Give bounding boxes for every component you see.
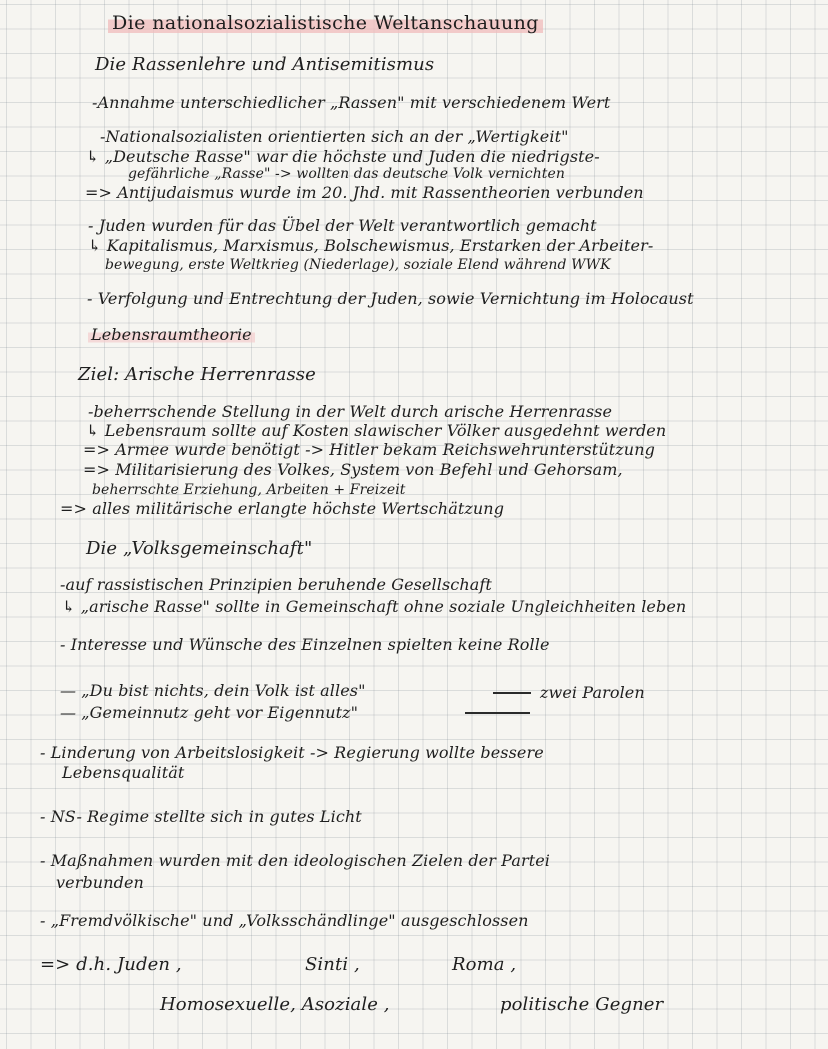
section-heading-lebensraum bbox=[88, 326, 255, 344]
section-heading-rassenlehre: Die Rassenlehre und Antisemitismus bbox=[95, 54, 435, 75]
note-line: -auf rassistischen Prinzipien beruhende Gesellschaft bbox=[60, 575, 492, 594]
note-line: gefährliche „Rasse" -> wollten das deutsche Volk vernichten bbox=[128, 166, 566, 182]
slogan-label: zwei Parolen bbox=[540, 683, 645, 702]
note-line: bewegung, erste Weltkrieg (Niederlage), soziale Elend während WWK bbox=[105, 257, 611, 273]
slogan-connector-line-1 bbox=[493, 692, 531, 694]
note-line: - NS- Regime stellte sich in gutes Licht bbox=[40, 807, 362, 826]
note-list-item-roma: Roma , bbox=[452, 954, 517, 975]
note-line: ↳ „Deutsche Rasse" war die höchste und Juden die niedrigste- bbox=[86, 147, 600, 166]
note-line: verbunden bbox=[56, 873, 144, 892]
note-line: - Verfolgung und Entrechtung der Juden, sowie Vernichtung im Holocaust bbox=[87, 289, 694, 308]
note-line: - Juden wurden für das Übel der Welt verantwortlich gemacht bbox=[88, 216, 597, 235]
note-line: => Antijudaismus wurde im 20. Jhd. mit Rassentheorien verbunden bbox=[85, 183, 644, 202]
page-title-text: Die nationalsozialistische Weltanschauung bbox=[108, 12, 543, 34]
note-line: -beherrschende Stellung in der Welt durch arische Herrenrasse bbox=[88, 402, 613, 421]
note-line: -Annahme unterschiedlicher „Rassen" mit verschiedenem Wert bbox=[92, 93, 611, 112]
note-line: -Nationalsozialisten orientierten sich an der „Wertigkeit" bbox=[100, 127, 569, 146]
note-line: => alles militärische erlangte höchste Wertschätzung bbox=[60, 499, 505, 518]
slogan-line-1: — „Du bist nichts, dein Volk ist alles" bbox=[60, 681, 366, 700]
note-list-item-homosexuelle: Homosexuelle, Asoziale , bbox=[160, 994, 390, 1015]
slogan-line-2: — „Gemeinnutz geht vor Eigennutz" bbox=[60, 703, 359, 722]
note-line: Lebensqualität bbox=[62, 763, 185, 782]
slogan-connector-line-2 bbox=[465, 712, 530, 714]
page-title bbox=[108, 14, 543, 32]
note-line-list-start: => d.h. Juden , bbox=[40, 954, 182, 975]
note-line: ↳ „arische Rasse" sollte in Gemeinschaft ohne soziale Ungleichheiten leben bbox=[62, 597, 687, 616]
note-line: - Interesse und Wünsche des Einzelnen spielten keine Rolle bbox=[60, 635, 550, 654]
note-line: - „Fremdvölkische" und „Volksschändlinge" ausgeschlossen bbox=[40, 911, 529, 930]
note-line: ↳ Kapitalismus, Marxismus, Bolschewismus, Erstarken der Arbeiter- bbox=[88, 236, 654, 255]
section-heading-volksgemeinschaft: Die „Volksgemeinschaft" bbox=[86, 538, 313, 559]
note-line: ↳ Lebensraum sollte auf Kosten slawischer Völker ausgedehnt werden bbox=[86, 421, 667, 440]
note-line: - Linderung von Arbeitslosigkeit -> Regierung wollte bessere bbox=[40, 743, 544, 762]
note-line: - Maßnahmen wurden mit den ideologischen Zielen der Partei bbox=[40, 851, 551, 870]
note-line: => Militarisierung des Volkes, System von Befehl und Gehorsam, bbox=[83, 460, 623, 479]
section-heading-lebensraum-text: Lebensraumtheorie bbox=[88, 325, 255, 344]
note-line-goal: Ziel: Arische Herrenrasse bbox=[78, 364, 316, 385]
note-line: beherrschte Erziehung, Arbeiten + Freizeit bbox=[92, 482, 406, 498]
note-list-item-gegner: politische Gegner bbox=[500, 994, 664, 1015]
note-list-item-sinti: Sinti , bbox=[305, 954, 360, 975]
note-line: => Armee wurde benötigt -> Hitler bekam Reichswehrunterstützung bbox=[83, 440, 655, 459]
